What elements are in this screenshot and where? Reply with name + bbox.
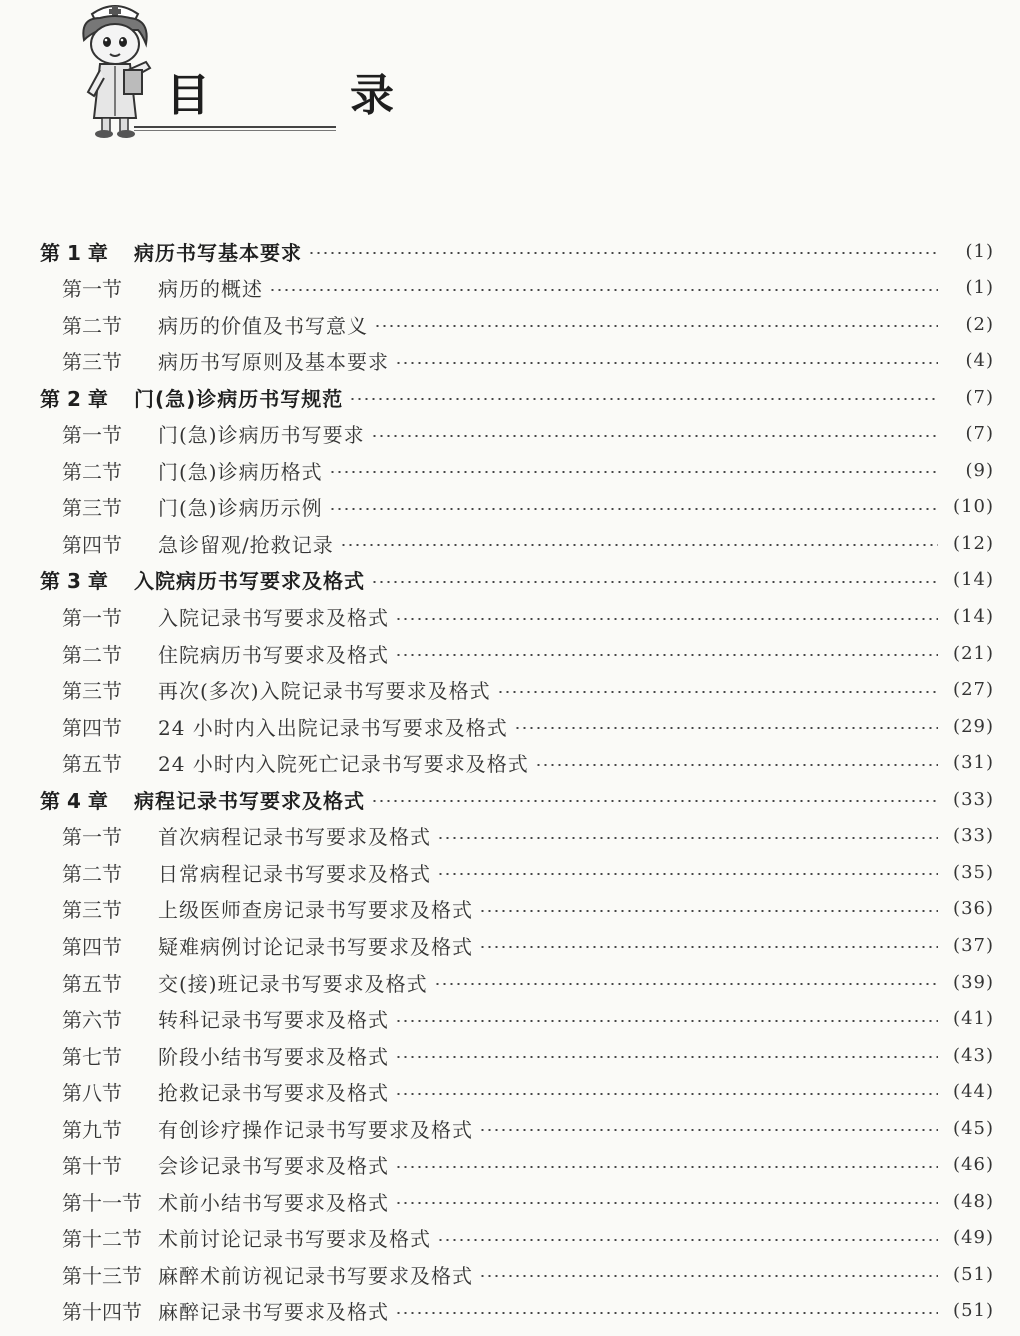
toc-section-row[interactable] (0, 708, 1020, 744)
toc-chapter-row[interactable] (0, 379, 1020, 415)
dot-leader (371, 800, 938, 802)
toc-section-row[interactable] (0, 964, 1020, 1000)
dot-leader (395, 1093, 938, 1095)
dot-leader (371, 581, 938, 583)
dot-leader (437, 1239, 938, 1241)
page-number: (45) (953, 1117, 994, 1139)
page-number: (46) (953, 1154, 994, 1176)
dot-leader (329, 508, 938, 510)
chapter-title: 病历书写基本要求 (134, 240, 302, 265)
dot-leader (308, 252, 938, 254)
section-number: 第五节 (62, 971, 122, 996)
toc-section-row[interactable] (0, 270, 1020, 306)
section-number: 第八节 (62, 1081, 122, 1106)
section-title: 病历书写原则及基本要求 (158, 350, 389, 375)
page-number: (29) (953, 715, 994, 737)
toc-section-row[interactable] (0, 1147, 1020, 1183)
page-number: (7) (965, 423, 994, 445)
toc-section-row[interactable] (0, 306, 1020, 342)
section-number: 第十一节 (62, 1190, 142, 1215)
section-title: 术前小结书写要求及格式 (158, 1190, 389, 1215)
section-number: 第十四节 (62, 1300, 142, 1325)
nurse-illustration (70, 0, 160, 140)
page-number: (14) (953, 606, 994, 627)
section-number: 第二节 (62, 459, 122, 484)
title-underline (134, 126, 336, 128)
toc-section-row[interactable] (0, 1183, 1020, 1219)
page-number: (9) (965, 459, 994, 481)
section-title: 麻醉术前访视记录书写要求及格式 (158, 1263, 473, 1288)
section-number: 第一节 (62, 825, 122, 850)
toc-chapter-row[interactable] (0, 781, 1020, 817)
dot-leader (479, 1275, 938, 1277)
dot-leader (329, 471, 938, 473)
section-title: 门(急)诊病历书写要求 (158, 423, 365, 448)
dot-leader (371, 435, 938, 437)
section-title: 麻醉记录书写要求及格式 (158, 1300, 389, 1325)
toc-chapter-row[interactable] (0, 233, 1020, 269)
page-number: (49) (953, 1227, 994, 1249)
dot-leader (479, 946, 938, 948)
toc-section-row[interactable] (0, 1256, 1020, 1292)
dot-leader (497, 691, 938, 693)
page-number: (10) (953, 496, 994, 518)
page-number: (37) (953, 934, 994, 956)
chapter-title: 病程记录书写要求及格式 (134, 788, 365, 813)
section-title: 入院记录书写要求及格式 (158, 606, 389, 630)
section-number: 第十二节 (62, 1227, 142, 1252)
page-number: (43) (953, 1044, 994, 1066)
section-title: 急诊留观/抢救记录 (158, 532, 334, 557)
section-title: 再次(多次)入院记录书写要求及格式 (158, 679, 491, 704)
section-title: 门(急)诊病历格式 (158, 459, 323, 484)
dot-leader (479, 1129, 938, 1131)
page-number: (39) (953, 971, 994, 993)
section-number: 第四节 (62, 715, 122, 740)
dot-leader (437, 837, 938, 839)
toc-chapter-row[interactable] (0, 562, 1020, 598)
header (0, 0, 442, 150)
section-title: 门(急)诊病历示例 (158, 496, 323, 521)
section-title: 24 小时内入出院记录书写要求及格式 (158, 715, 508, 740)
page-number: (31) (953, 752, 994, 774)
toc-section-row[interactable] (0, 672, 1020, 708)
section-title: 有创诊疗操作记录书写要求及格式 (158, 1117, 473, 1142)
dot-leader (395, 362, 938, 364)
toc-section-row[interactable] (0, 635, 1020, 671)
dot-leader (395, 1056, 938, 1058)
dot-leader (269, 289, 938, 291)
dot-leader (395, 618, 938, 620)
dot-leader (395, 1166, 938, 1168)
chapter-number: 第 3 章 (40, 569, 108, 594)
dot-leader (395, 1020, 938, 1022)
dot-leader (395, 654, 938, 656)
toc-section-row[interactable] (0, 489, 1020, 525)
section-title: 24 小时内入院死亡记录书写要求及格式 (158, 752, 529, 777)
page-number: (1) (965, 240, 994, 262)
dot-leader (535, 764, 938, 766)
section-title: 会诊记录书写要求及格式 (158, 1154, 389, 1179)
dot-leader (374, 325, 938, 327)
section-number: 第三节 (62, 350, 122, 375)
toc-section-row[interactable] (0, 818, 1020, 854)
section-number: 第二节 (62, 313, 122, 338)
chapter-number: 第 2 章 (40, 386, 108, 411)
toc-section-row[interactable] (0, 1037, 1020, 1073)
toc-section-row[interactable] (0, 1001, 1020, 1037)
page-number: (51) (953, 1300, 994, 1322)
toc-section-row[interactable] (0, 452, 1020, 488)
section-title: 住院病历书写要求及格式 (158, 642, 389, 667)
dot-leader (514, 727, 938, 729)
toc-section-row[interactable] (0, 1220, 1020, 1256)
page-number: (36) (953, 898, 994, 920)
chapter-number: 第 4 章 (40, 788, 108, 813)
toc-section-row[interactable] (0, 854, 1020, 890)
dot-leader (479, 910, 938, 912)
chapter-number: 第 1 章 (40, 240, 108, 265)
dot-leader (340, 544, 938, 546)
page-number: (4) (965, 350, 994, 372)
section-title: 疑难病例讨论记录书写要求及格式 (158, 934, 473, 959)
section-number: 第五节 (62, 752, 122, 777)
page-number: (14) (953, 569, 994, 591)
section-title: 转科记录书写要求及格式 (158, 1008, 389, 1033)
page-number: (33) (953, 788, 994, 810)
section-number: 第六节 (62, 1008, 122, 1033)
page-number: (1) (965, 277, 994, 299)
dot-leader (395, 1202, 938, 1204)
section-title: 首次病程记录书写要求及格式 (158, 825, 431, 850)
page-number: (41) (953, 1008, 994, 1030)
dot-leader (434, 983, 938, 985)
page-number: (2) (965, 313, 994, 335)
dot-leader (395, 1312, 938, 1314)
page-number: (51) (953, 1263, 994, 1285)
chapter-title: 门(急)诊病历书写规范 (134, 386, 344, 411)
toc-section-row[interactable] (0, 525, 1020, 561)
page-number: (27) (953, 679, 994, 701)
section-title: 术前讨论记录书写要求及格式 (158, 1227, 431, 1252)
page-number: (7) (965, 386, 994, 408)
toc-section-row[interactable] (0, 599, 1020, 635)
section-title: 病历的价值及书写意义 (158, 313, 368, 338)
section-number: 第三节 (62, 679, 122, 704)
section-title: 上级医师查房记录书写要求及格式 (158, 898, 473, 923)
section-number: 第一节 (62, 277, 122, 302)
section-number: 第十三节 (62, 1263, 142, 1288)
dot-leader (437, 873, 938, 875)
page-number: (35) (953, 861, 994, 883)
toc-section-row[interactable] (0, 927, 1020, 963)
page-number: (44) (953, 1081, 994, 1103)
section-title: 抢救记录书写要求及格式 (158, 1081, 389, 1106)
section-number: 第二节 (62, 861, 122, 886)
toc-section-row[interactable] (0, 891, 1020, 927)
chapter-title: 入院病历书写要求及格式 (134, 569, 365, 594)
page-number: (12) (953, 532, 994, 554)
toc-section-row[interactable] (0, 1293, 1020, 1329)
section-title: 交(接)班记录书写要求及格式 (158, 971, 428, 996)
toc-section-row[interactable] (0, 745, 1020, 781)
dot-leader (349, 398, 938, 400)
section-title: 日常病程记录书写要求及格式 (158, 861, 431, 886)
page-title: 目 录 (166, 70, 442, 121)
title-underline-thin (134, 130, 336, 131)
page-number: (33) (953, 825, 994, 847)
section-title: 病历的概述 (158, 277, 263, 302)
section-number: 第七节 (62, 1044, 122, 1069)
toc-section-row[interactable] (0, 1110, 1020, 1146)
toc-section-row[interactable] (0, 343, 1020, 379)
section-title: 阶段小结书写要求及格式 (158, 1044, 389, 1069)
section-number: 第一节 (62, 423, 122, 448)
page-number: (48) (953, 1190, 994, 1212)
page-number: (21) (953, 642, 994, 664)
section-number: 第二节 (62, 642, 122, 667)
section-number: 第十节 (62, 1154, 122, 1179)
section-number: 第九节 (62, 1117, 122, 1142)
section-number: 第三节 (62, 898, 122, 923)
section-number: 第四节 (62, 934, 122, 959)
toc-section-row[interactable] (0, 1074, 1020, 1110)
section-number: 第三节 (62, 496, 122, 521)
section-number: 第一节 (62, 606, 122, 630)
section-number: 第四节 (62, 532, 122, 557)
toc-section-row[interactable] (0, 416, 1020, 452)
